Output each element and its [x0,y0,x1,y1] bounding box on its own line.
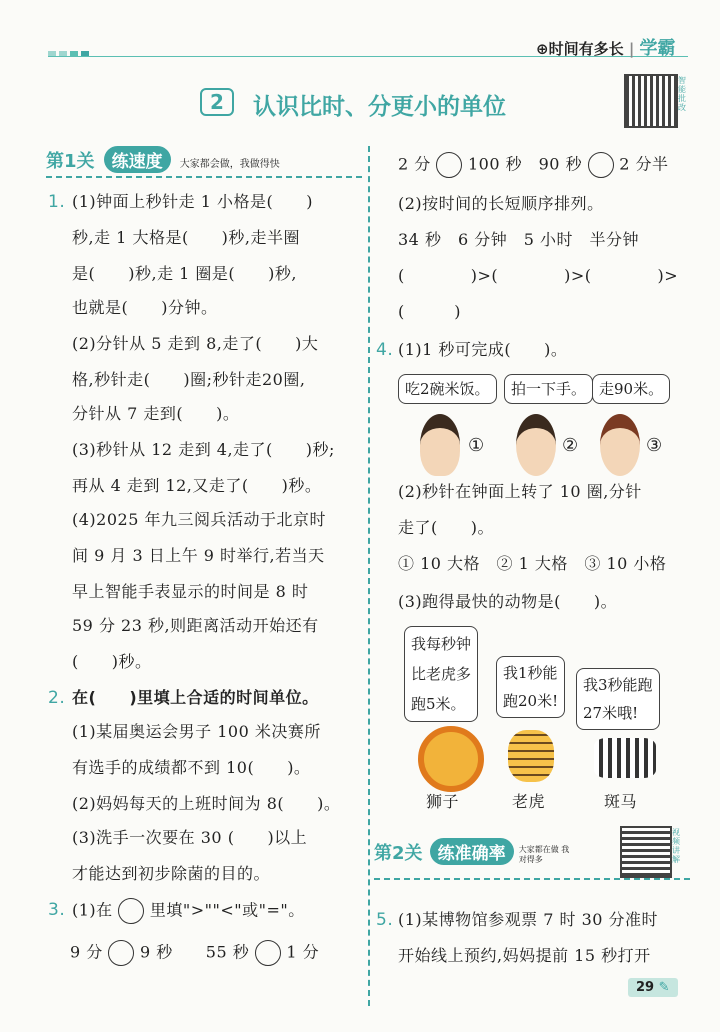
girl-illustration [516,414,556,476]
q3-compare-row: 9 分 9 秒 55 秒 1 分 [70,940,319,966]
q1-line: 格,秒针走( )圈;秒针走20圈, [72,370,306,389]
zebra-illustration [594,738,656,778]
q1-line: 也就是( )分钟。 [72,298,218,317]
q2-line: 有选手的成绩都不到 10( )。 [72,758,311,777]
q1-line: (2)分针从 5 走到 8,走了( )大 [72,334,319,353]
q1-number: 1. [48,192,66,212]
compare-circle[interactable] [588,152,614,178]
lion-illustration [418,726,484,792]
compare-circle[interactable] [436,152,462,178]
qr-label: 视频讲解 [672,828,680,864]
speech-bubble-zebra: 我3秒能跑 27米哦! [576,668,660,730]
compare-circle[interactable] [118,898,144,924]
q4-line: (3)跑得最快的动物是( )。 [398,592,618,611]
header-squares [48,42,89,61]
q1-line: 分针从 7 走到( )。 [72,404,240,423]
header-brand: ⊕时间有多长 | 学霸 [536,38,676,59]
q3-number: 3. [48,900,66,920]
q2-line: (2)妈妈每天的上班时间为 8( )。 [72,794,341,813]
pencil-icon: ✎ [658,980,670,995]
q5-number: 5. [376,910,394,930]
lesson-title-text: 认识比时、分更小的单位 [253,94,507,120]
q4-options: ① 10 大格 ② 1 大格 ③ 10 小格 [398,554,667,573]
q1-line: (4)2025 年九三阅兵活动于北京时 [72,510,326,529]
q3-line: (2)按时间的长短顺序排列。 [398,194,604,213]
section1-header: 第1关 练速度 大家都会做，我做得快 [46,146,280,173]
q4-line: (1)1 秒可完成( )。 [398,340,568,359]
q4-number: 4. [376,340,394,360]
q2-number: 2. [48,688,66,708]
q2-line: (1)某届奥运会男子 100 米决赛所 [72,722,321,741]
clock-icon: ⊕ [536,40,549,58]
boy-illustration [420,414,460,476]
q3-blanks: ( )>( )>( )> [398,266,679,285]
tiger-illustration [508,730,554,782]
q3-line: (1)在 里填">""<"或"="。 [72,898,305,924]
q3-blanks: ( ) [398,302,461,321]
q1-line: 秒,走 1 大格是( )秒,走半圈 [72,228,301,247]
q1-line: 再从 4 走到 12,又走了( )秒。 [72,476,322,495]
q1-line: 59 分 23 秒,则距离活动开始还有 [72,616,319,635]
option-marker: ③ [646,435,663,456]
qr-label: 智能批改 [678,76,686,112]
qr-code-icon[interactable] [620,826,672,878]
section2-header: 第2关 练准确率 大家都在做 我对得多 [374,838,575,865]
qr-code-icon[interactable] [624,74,678,128]
option-marker: ① [468,435,485,456]
column-divider [368,146,370,1006]
q4-line: 走了( )。 [398,518,494,537]
q1-line: 间 9 月 3 日上午 9 时举行,若当天 [72,546,325,565]
section1-rule [46,176,362,178]
animal-name: 老虎 [512,792,546,811]
q1-line: (3)秒针从 12 走到 4,走了( )秒; [72,440,335,459]
animal-name: 狮子 [426,792,460,811]
q2-line: (3)洗手一次要在 30 ( )以上 [72,828,308,847]
option-marker: ② [562,435,579,456]
speech-bubble: 拍一下手。 [504,374,593,404]
q3-items: 34 秒 6 分钟 5 小时 半分钟 [398,230,639,249]
page-number: 29 ✎ [628,978,678,997]
speech-bubble: 吃2碗米饭。 [398,374,497,404]
speech-bubble-lion: 我每秒钟 比老虎多 跑5米。 [404,626,478,722]
q5-line: 开始线上预约,妈妈提前 15 秒打开 [398,946,651,965]
compare-circle[interactable] [255,940,281,966]
q1-line: 是( )秒,走 1 圈是( )秒, [72,264,297,283]
lesson-title [200,88,506,121]
speech-bubble: 走90米。 [592,374,670,404]
q2-instruction: 在( )里填上合适的时间单位。 [72,688,319,707]
compare-circle[interactable] [108,940,134,966]
animal-name: 斑马 [604,792,638,811]
speech-bubble-tiger: 我1秒能 跑20米! [496,656,565,718]
q2-line: 才能达到初步除菌的目的。 [72,864,271,883]
q5-line: (1)某博物馆参观票 7 时 30 分准时 [398,910,659,929]
section2-rule [374,878,690,880]
q1-line: 早上智能手表显示的时间是 8 时 [72,582,309,601]
q4-line: (2)秒针在钟面上转了 10 圈,分针 [398,482,642,501]
q3-compare-row: 2 分 100 秒 90 秒 2 分半 [398,152,669,178]
q1-line: ( )秒。 [72,652,152,671]
q1-line: (1)钟面上秒针走 1 小格是( ) [72,192,314,211]
girl-illustration [600,414,640,476]
lesson-number-badge: 2 [200,88,234,116]
